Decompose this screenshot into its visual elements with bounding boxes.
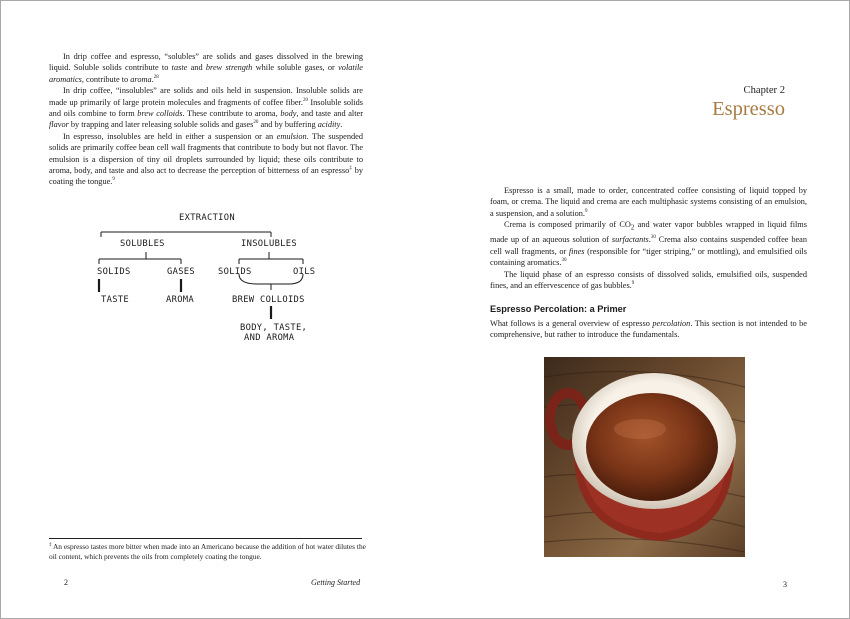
emphasized-term: volatile aromatics bbox=[49, 63, 363, 84]
paragraph bbox=[49, 131, 363, 188]
footnote-ref: 30 bbox=[650, 235, 656, 241]
text-run: . bbox=[340, 120, 343, 130]
paragraph bbox=[49, 85, 363, 131]
section-heading: Espresso Percolation: a Primer bbox=[490, 304, 627, 314]
footnote-ref: 30 bbox=[561, 258, 567, 264]
emphasized-term: brew colloids bbox=[137, 109, 183, 119]
text-run: and by buffering bbox=[258, 120, 318, 130]
footnote-ref: 9 bbox=[584, 209, 588, 215]
text-run: . This section is not intended to be comprehensive, but rather to introduce the fundamentals. bbox=[490, 319, 807, 340]
page-number-right: 3 bbox=[783, 580, 787, 589]
emphasized-term: body bbox=[280, 109, 297, 119]
text-run: , contribute to bbox=[81, 74, 131, 84]
node-aroma: AROMA bbox=[166, 295, 194, 305]
emphasized-term: aroma bbox=[130, 74, 152, 84]
footnote-ref: 20 bbox=[253, 120, 259, 126]
text-run: Insoluble solids and oils combine to form bbox=[49, 97, 363, 119]
footnote-text: An espresso tastes more bitter when made into an Americano because the addition of hot water dilutes the oil content, which prevents the oils from completely coating the tongue. bbox=[49, 542, 366, 561]
footnote-ref: 9 bbox=[631, 281, 635, 287]
node-solids-insoluble: SOLIDS bbox=[218, 267, 252, 277]
text-run: 2 bbox=[630, 224, 635, 232]
espresso-cup-photo bbox=[544, 357, 745, 557]
text-run: . The suspended solids are primarily coffee bean cell wall fragments that contribute to body but not flavor. The emulsion is a dispersion of tiny oil droplets surrounded by liquid; these oils contribute to aroma, body, and taste and also act to decrease the perception of bitterness of an espresso bbox=[49, 131, 363, 176]
text-run: The liquid phase of an espresso consists of dissolved solids, emulsified oils, suspended fines, and an effervescence of gas bubbles. bbox=[490, 269, 807, 290]
extraction-diagram bbox=[61, 206, 361, 356]
paragraph bbox=[490, 219, 807, 268]
text-run: , and taste and alter bbox=[296, 109, 363, 119]
footnote-ref: 28 bbox=[153, 75, 159, 81]
node-taste: TASTE bbox=[101, 295, 129, 305]
right-body-text bbox=[490, 185, 807, 291]
section-intro bbox=[490, 318, 807, 341]
emphasized-term: acidity bbox=[317, 120, 341, 130]
text-run: In drip coffee, “insolubles” are solids and oils held in suspension. Insoluble solids are made up primarily of large protein molecules and fragments of coffee fiber. bbox=[49, 86, 363, 107]
emphasized-term: flavor bbox=[49, 120, 69, 130]
text-run: by coating the tongue. bbox=[49, 166, 364, 187]
left-page bbox=[1, 1, 425, 618]
footnote-mark: ‡ bbox=[49, 542, 52, 548]
text-run: In espresso, insolubles are held in either a suspension or an bbox=[63, 131, 277, 141]
running-head: Getting Started bbox=[311, 578, 361, 587]
node-brew-colloids: BREW COLLOIDS bbox=[232, 295, 305, 305]
footnote-ref: ‡ bbox=[349, 166, 353, 172]
node-solids-soluble: SOLIDS bbox=[97, 267, 131, 277]
text-run: . These contribute to aroma, bbox=[182, 109, 281, 119]
node-gases: GASES bbox=[167, 267, 195, 277]
emphasized-term: surfactants bbox=[611, 235, 649, 245]
text-run: and water vapor bubbles wrapped in liquid films made up of an aqueous solution of bbox=[490, 220, 807, 245]
right-page bbox=[426, 1, 849, 618]
text-run: and bbox=[187, 63, 206, 73]
emphasized-term: taste bbox=[171, 63, 188, 73]
node-insolubles: INSOLUBLES bbox=[241, 239, 297, 249]
footnote-ref: 20 bbox=[302, 97, 308, 103]
paragraph bbox=[49, 51, 363, 85]
emphasized-term: fines bbox=[568, 246, 585, 256]
text-run: by trapping and later releasing soluble solids and gases bbox=[68, 120, 254, 130]
emphasized-term: percolation bbox=[652, 319, 691, 328]
diagram-connectors bbox=[61, 206, 361, 356]
text-run: . bbox=[151, 74, 154, 84]
text-run: In drip coffee and espresso, “solubles” are solids and gases dissolved in the brewing liquid. Soluble solids contribute to bbox=[49, 52, 363, 73]
text-run: What follows is a general overview of espresso bbox=[490, 319, 653, 328]
footnote bbox=[49, 542, 367, 562]
emphasized-term: emulsion bbox=[276, 131, 307, 141]
node-oils: OILS bbox=[293, 267, 316, 277]
text-run: Crema also contains suspended coffee bean cell wall fragments, or bbox=[490, 235, 807, 256]
node-solubles: SOLUBLES bbox=[120, 239, 165, 249]
footnote-rule bbox=[49, 538, 362, 539]
text-run: (responsible for “tiger striping,” or mottling), and emulsified oils containing aromatics. bbox=[490, 246, 808, 268]
node-extraction: EXTRACTION bbox=[179, 213, 235, 223]
node-result-line1: BODY, TASTE, bbox=[240, 323, 308, 333]
text-run: Crema is composed primarily of CO bbox=[504, 220, 631, 230]
page-number-left: 2 bbox=[64, 578, 68, 587]
paragraph bbox=[490, 269, 807, 292]
text-run: . bbox=[648, 235, 651, 245]
text-run: while soluble gases, or bbox=[252, 63, 339, 73]
text-run: Espresso is a small, made to order, concentrated coffee consisting of liquid topped by foam, or crema. The liquid and crema are each multiphasic systems consisting of an emulsion, a suspension, and a solution. bbox=[490, 186, 807, 218]
emphasized-term: brew strength bbox=[205, 63, 253, 73]
node-result-line2: AND AROMA bbox=[244, 333, 295, 343]
left-body-text bbox=[49, 51, 363, 188]
paragraph bbox=[490, 185, 807, 219]
chapter-label: Chapter 2 bbox=[743, 85, 785, 96]
footnote-ref: 9 bbox=[112, 177, 115, 183]
chapter-title: Espresso bbox=[712, 98, 785, 120]
